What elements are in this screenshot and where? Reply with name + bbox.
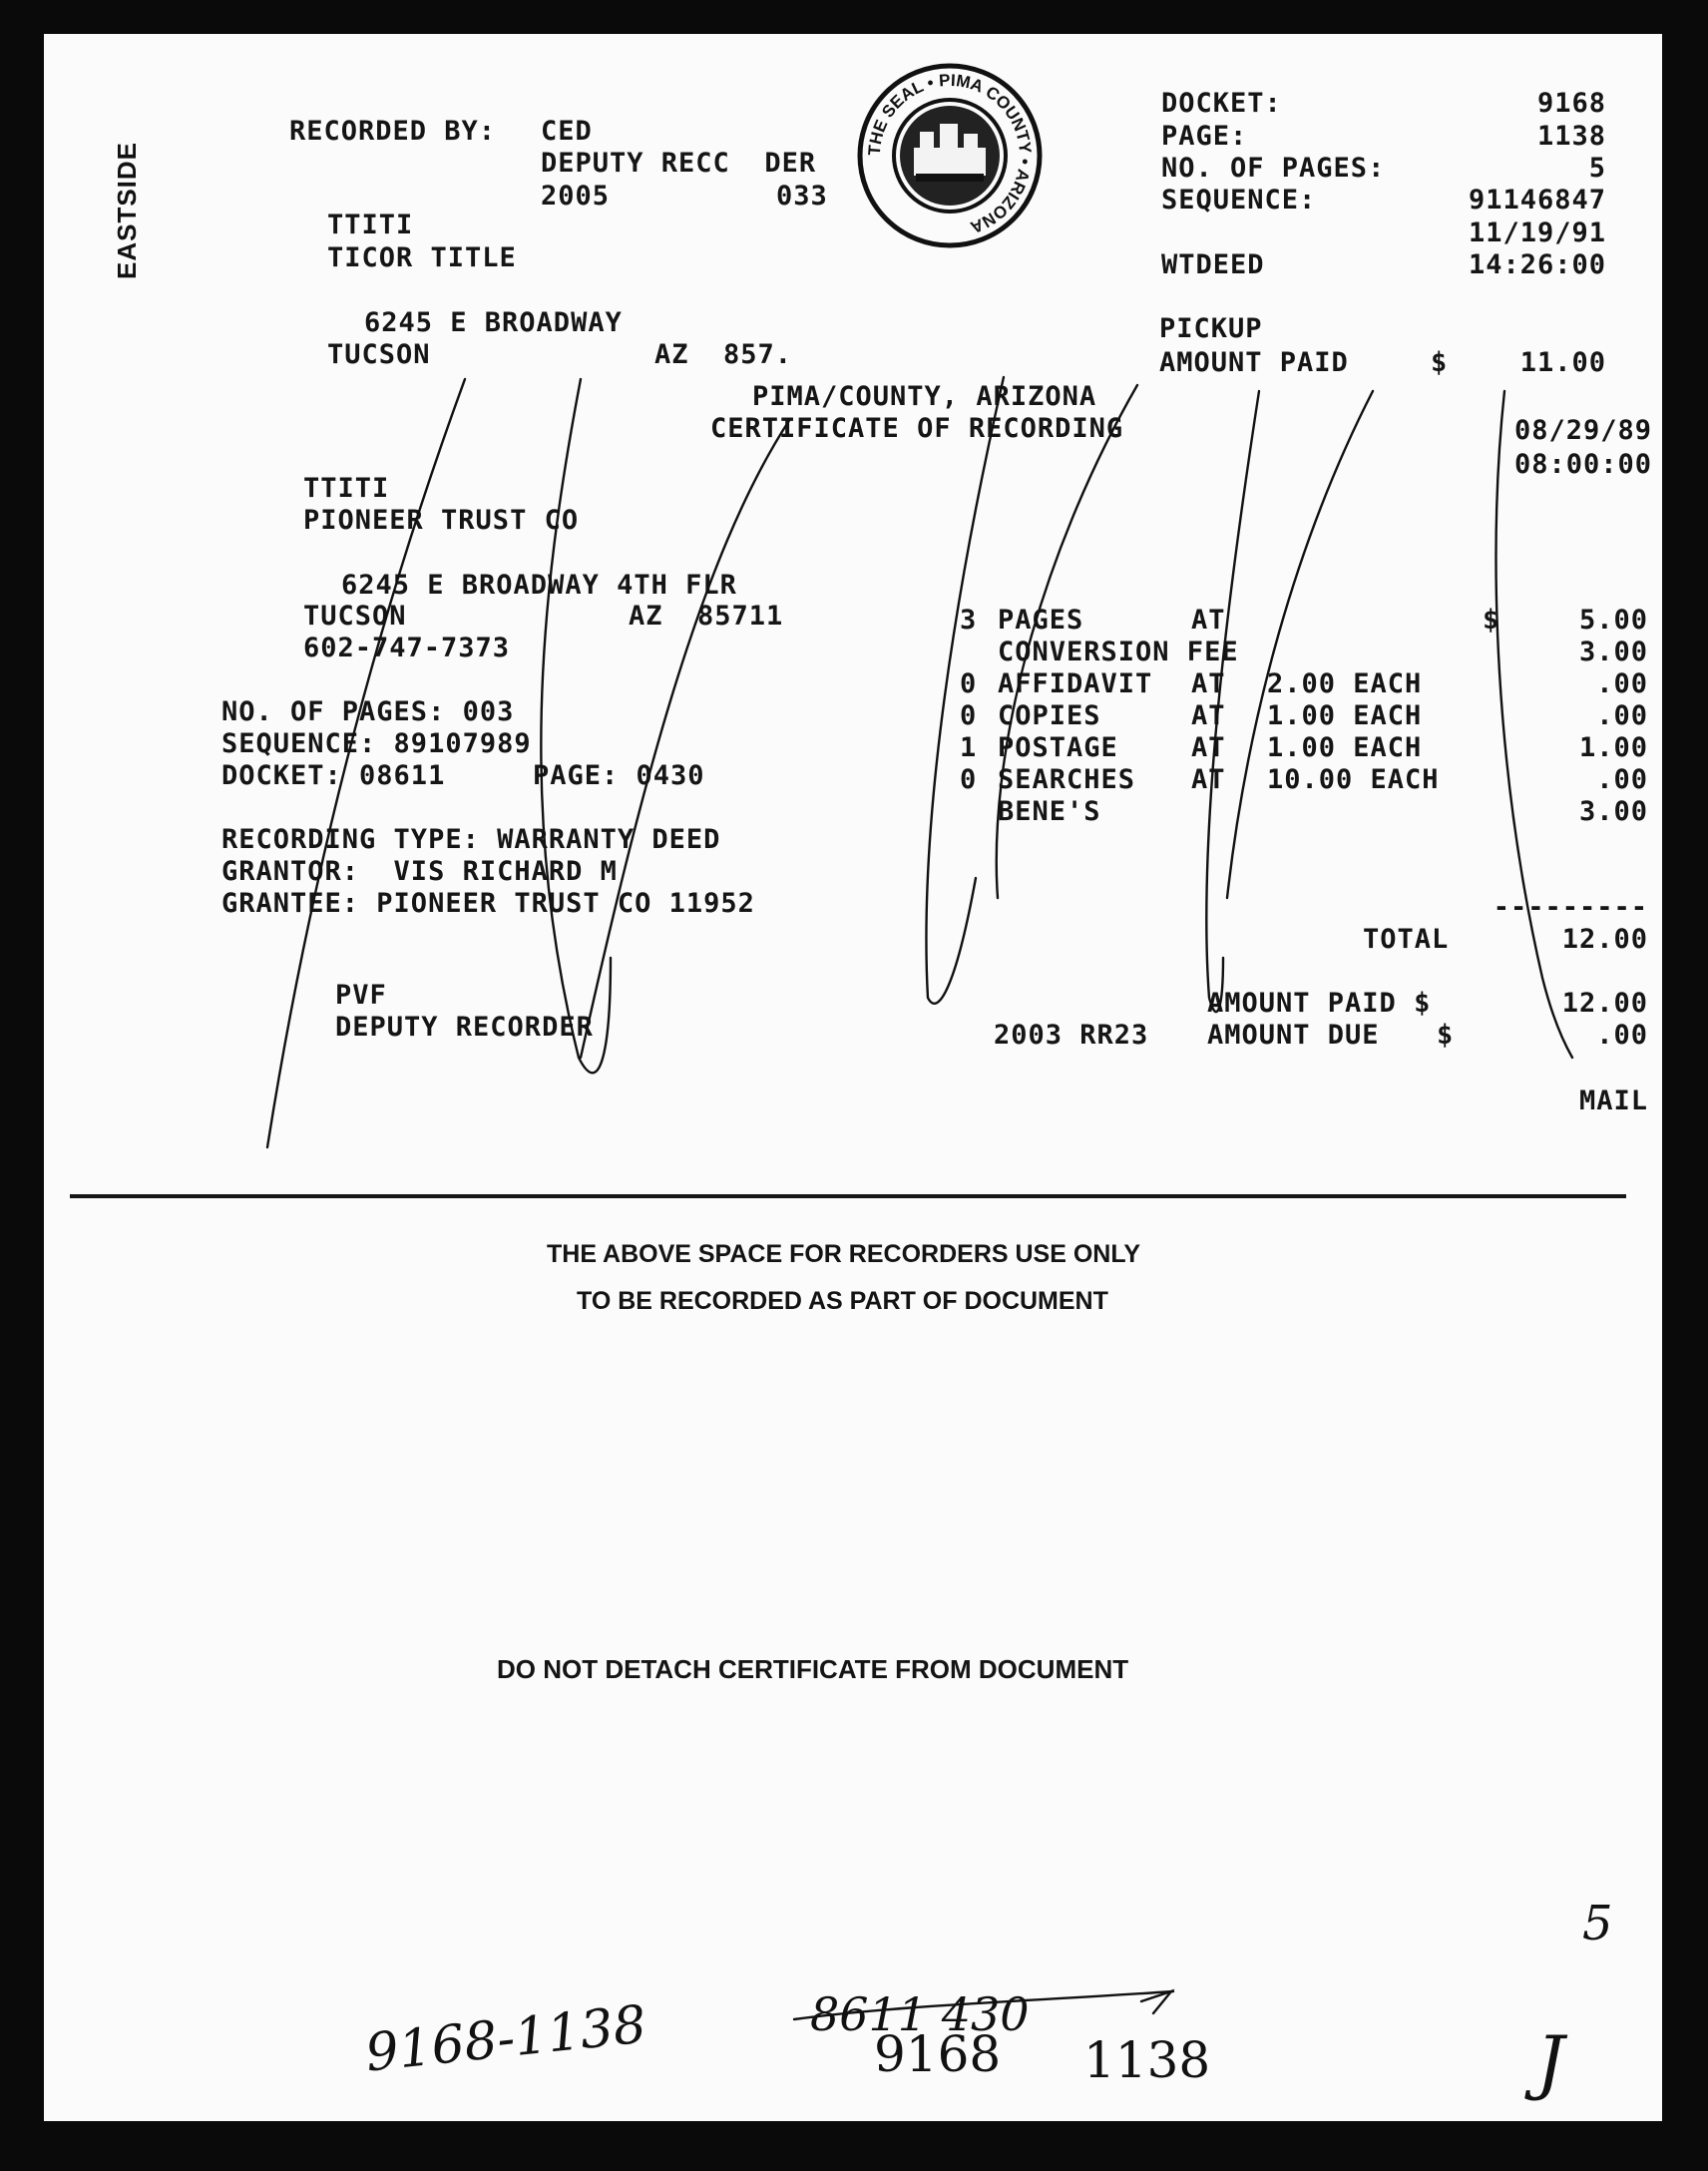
header-time: 14:26:00 <box>1468 249 1606 280</box>
notice-do-not-detach: DO NOT DETACH CERTIFICATE FROM DOCUMENT <box>497 1654 1129 1684</box>
docket-label: DOCKET: <box>1161 88 1282 119</box>
total-dash-line: --------- <box>1493 892 1648 923</box>
amount-due-label: AMOUNT DUE <box>1207 1020 1380 1051</box>
fee-description: SEARCHES <box>998 764 1136 795</box>
certificate-state-zip: AZ 85711 <box>629 601 784 632</box>
fee-qty: 3 <box>960 605 978 636</box>
page-label: PAGE: <box>1161 121 1248 152</box>
pickup-label: PICKUP <box>1159 313 1263 344</box>
fee-rate: 2.00 EACH <box>1267 668 1423 699</box>
fee-description: PAGES <box>998 605 1084 636</box>
handwritten-corner-initial: J <box>1536 2021 1565 2103</box>
fee-description: CONVERSION FEE <box>998 637 1239 667</box>
grantee: GRANTEE: PIONEER TRUST CO 11952 <box>221 888 755 919</box>
fee-qty: 1 <box>960 732 978 763</box>
seal-ring-text: THE SEAL • PIMA COUNTY • ARIZONA <box>864 70 1036 237</box>
fee-description: POSTAGE <box>998 732 1118 763</box>
county-seal-icon <box>856 62 1044 249</box>
deputy-recorder-text: DEPUTY RECC DER <box>541 148 817 179</box>
handwritten-corner-mark: 5 <box>1582 1896 1613 1952</box>
certificate-title: CERTIFICATE OF RECORDING <box>710 413 1124 444</box>
fee-rate: 1.00 EACH <box>1267 732 1423 763</box>
fee-description: COPIES <box>998 700 1101 731</box>
code-right: 033 <box>776 181 828 212</box>
fee-amount: 3.00 <box>1578 796 1648 827</box>
receipt-code: 2003 RR23 <box>994 1020 1149 1051</box>
certificate-time: 08:00:00 <box>1513 449 1652 480</box>
fee-amount: .00 <box>1596 668 1648 699</box>
amount-due-value: .00 <box>1596 1020 1648 1051</box>
certificate-no-pages: NO. OF PAGES: 003 <box>221 696 515 727</box>
certificate-pvf: PVF <box>335 980 387 1011</box>
header-address: 6245 E BROADWAY <box>364 307 623 338</box>
fee-dollar: $ <box>1483 605 1500 636</box>
docket-value: 9168 <box>1536 88 1606 119</box>
side-label: EASTSIDE <box>112 141 142 279</box>
certificate-docket: DOCKET: 08611 <box>221 760 446 791</box>
handwritten-left-ref: 9168-1138 <box>362 1994 649 2084</box>
fee-qty: 0 <box>960 700 978 731</box>
code-left: 2005 <box>541 181 611 212</box>
fees-amount-paid-label: AMOUNT PAID $ <box>1207 988 1432 1019</box>
fee-amount: 1.00 <box>1578 732 1648 763</box>
fee-amount: .00 <box>1596 700 1648 731</box>
certificate-page: PAGE: 0430 <box>533 760 705 791</box>
header-state-zip: AZ 857. <box>654 339 793 370</box>
grantor: GRANTOR: VIS RICHARD M <box>221 856 618 887</box>
certificate-deputy-recorder: DEPUTY RECORDER <box>335 1012 594 1043</box>
total-value: 12.00 <box>1561 924 1648 955</box>
notice-to-be-recorded: TO BE RECORDED AS PART OF DOCUMENT <box>577 1287 1108 1315</box>
fee-description: AFFIDAVIT <box>998 668 1153 699</box>
handwritten-new-ref-left: 9168 <box>874 2025 1002 2083</box>
certificate-ttiti: TTITI <box>303 473 390 504</box>
no-pages-label: NO. OF PAGES: <box>1161 153 1386 184</box>
no-pages-value: 5 <box>1588 153 1606 184</box>
fee-amount: 5.00 <box>1578 605 1648 636</box>
handwritten-new-ref-right: 1138 <box>1083 2031 1211 2089</box>
recorded-by-value: CED <box>541 116 593 147</box>
certificate-county: PIMA/COUNTY, ARIZONA <box>752 381 1097 412</box>
fee-qty: 0 <box>960 764 978 795</box>
amount-paid-dollar: $ <box>1431 347 1449 378</box>
mail-label: MAIL <box>1578 1086 1648 1116</box>
sequence-label: SEQUENCE: <box>1161 185 1317 216</box>
fee-rate: 10.00 EACH <box>1267 764 1440 795</box>
certificate-company: PIONEER TRUST CO <box>303 505 580 536</box>
document-page <box>44 34 1662 2121</box>
fee-qty: 0 <box>960 668 978 699</box>
sequence-value: 91146847 <box>1468 185 1606 216</box>
page-value: 1138 <box>1536 121 1606 152</box>
fee-at: AT <box>1191 700 1226 731</box>
certificate-date: 08/29/89 <box>1513 415 1652 446</box>
fee-amount: .00 <box>1596 764 1648 795</box>
fee-description: BENE'S <box>998 796 1101 827</box>
fee-at: AT <box>1191 764 1226 795</box>
recorder-divider <box>70 1194 1626 1198</box>
recorded-by-label: RECORDED BY: <box>289 116 497 147</box>
header-date: 11/19/91 <box>1468 217 1606 248</box>
fees-amount-paid-value: 12.00 <box>1561 988 1648 1019</box>
notice-above-space: THE ABOVE SPACE FOR RECORDERS USE ONLY <box>547 1240 1140 1268</box>
header-company: TICOR TITLE <box>327 242 517 273</box>
total-label: TOTAL <box>1363 924 1450 955</box>
fee-rate: 1.00 EACH <box>1267 700 1423 731</box>
amount-due-dollar: $ <box>1437 1020 1455 1051</box>
fee-amount: 3.00 <box>1578 637 1648 667</box>
fee-at: AT <box>1191 732 1226 763</box>
certificate-phone: 602-747-7373 <box>303 633 511 663</box>
header-ttiti: TTITI <box>327 210 414 240</box>
recording-type: RECORDING TYPE: WARRANTY DEED <box>221 824 721 855</box>
amount-paid-value: 11.00 <box>1519 347 1606 378</box>
header-city: TUCSON <box>327 339 431 370</box>
handwritten-struck-ref: 8611 430 <box>810 1987 1030 2041</box>
doc-type: WTDEED <box>1161 249 1265 280</box>
certificate-address: 6245 E BROADWAY 4TH FLR <box>341 570 737 601</box>
fee-at: AT <box>1191 668 1226 699</box>
fee-at: AT <box>1191 605 1226 636</box>
certificate-city: TUCSON <box>303 601 407 632</box>
amount-paid-label: AMOUNT PAID <box>1159 347 1349 378</box>
certificate-sequence: SEQUENCE: 89107989 <box>221 728 532 759</box>
